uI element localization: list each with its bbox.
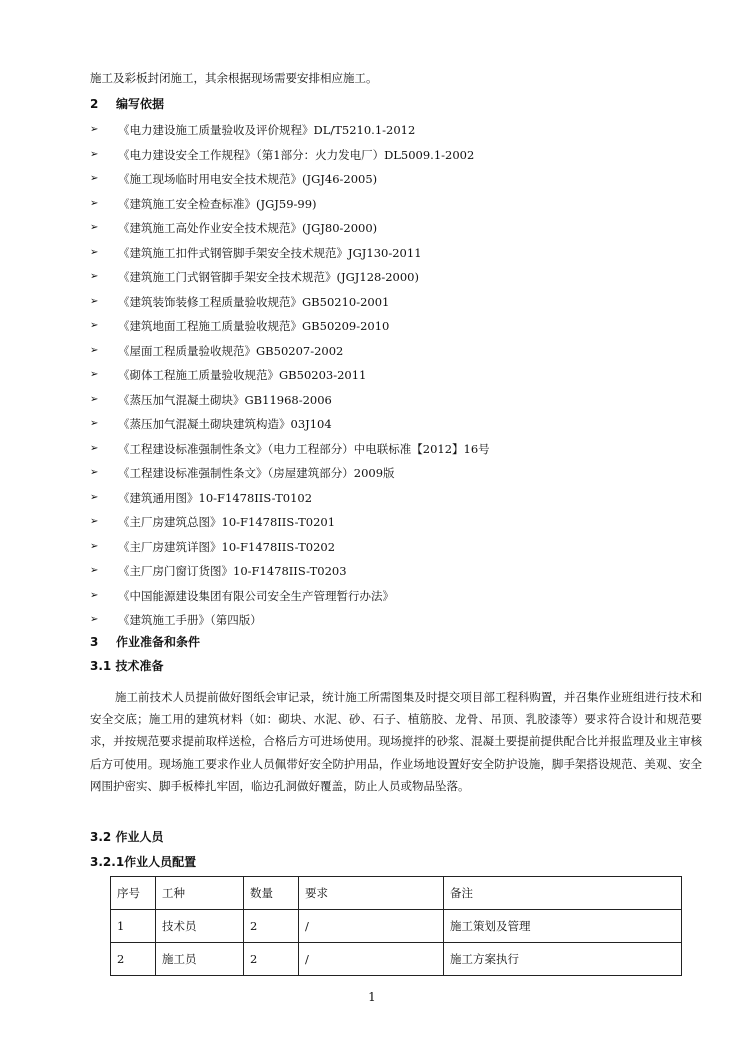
reference-text: 《建筑施工门式钢管脚手架安全技术规范》(JGJ128-2000) — [118, 270, 419, 284]
list-item — [90, 122, 490, 147]
section-number: 3 — [90, 635, 99, 649]
section-title: 作业人员 — [115, 830, 164, 844]
list-item — [90, 343, 490, 368]
table-cell: 技术员 — [156, 910, 244, 943]
technical-preparation-paragraph: 施工前技术人员提前做好图纸会审记录，统计施工所需图集及时提交项目部工程科购置，并召集作业班组进行技术和安全交底；施工用的建筑材料（如：砌块、水泥、砂、石子、植筋胶、龙骨、吊顶、乳胶漆等）要求符合设计和规范要求，并按规范要求提前取样送检，合格后方可进场使用。现场搅拌的砂浆、混凝土要提前提供配合比并报监理及业主审核后方可使用。现场施工要求作业人员佩带好安全防护用品，作业场地设置好安全防护设施，脚手架搭设规范、美观、安全网围护密实、脚手板棒扎牢固，临边孔洞做好覆盖，防止人员或物品坠落。 — [90, 690, 702, 793]
header-cell: 工种 — [156, 877, 244, 910]
reference-text: 《建筑施工手册》（第四版） — [118, 613, 262, 627]
list-item — [90, 171, 490, 196]
reference-text: 《建筑通用图》10-F1478IIS-T0102 — [118, 490, 313, 505]
table-cell: 施工策划及管理 — [444, 910, 682, 943]
list-item — [90, 465, 490, 490]
arrow-bullet-icon: ➢ — [90, 295, 99, 307]
reference-text: 《建筑地面工程施工质量验收规范》GB50209-2010 — [118, 319, 390, 333]
section-number: 2 — [90, 97, 99, 111]
table-cell: 2 — [244, 943, 299, 976]
reference-list — [90, 122, 490, 637]
reference-text: 《主厂房建筑详图》10-F1478IIS-T0202 — [118, 539, 336, 554]
arrow-bullet-icon: ➢ — [90, 271, 99, 282]
reference-text: 《建筑施工扣件式钢管脚手架安全技术规范》JGJ130-2011 — [118, 245, 422, 260]
arrow-bullet-icon: ➢ — [90, 565, 99, 576]
section-number: 3.2 — [90, 830, 112, 844]
section-3-heading — [90, 634, 200, 650]
list-item — [90, 367, 490, 392]
section-title: 作业准备和条件 — [116, 635, 201, 649]
reference-text: 《电力建设施工质量验收及评价规程》DL/T5210.1-2012 — [118, 123, 416, 137]
table-row — [111, 943, 682, 976]
header-cell: 序号 — [111, 877, 156, 910]
reference-text: 《主厂房建筑总图》10-F1478IIS-T0201 — [118, 515, 336, 529]
reference-text: 《中国能源建设集团有限公司安全生产管理暂行办法》 — [118, 588, 394, 603]
table-row — [111, 910, 682, 943]
reference-text: 《施工现场临时用电安全技术规范》(JGJ46-2005) — [118, 172, 378, 186]
reference-text: 《建筑装饰装修工程质量验收规范》GB50210-2001 — [118, 294, 390, 309]
list-item — [90, 441, 490, 466]
list-item — [90, 318, 490, 343]
list-item — [90, 514, 490, 539]
arrow-bullet-icon: ➢ — [90, 589, 99, 601]
arrow-bullet-icon: ➢ — [90, 148, 99, 160]
list-item — [90, 220, 490, 245]
arrow-bullet-icon: ➢ — [90, 369, 99, 380]
reference-text: 《建筑施工高处作业安全技术规范》(JGJ80-2000) — [118, 221, 378, 235]
arrow-bullet-icon: ➢ — [90, 393, 99, 405]
list-item — [90, 245, 490, 270]
personnel-table — [110, 876, 682, 976]
table-cell: 1 — [111, 910, 156, 943]
table-cell: 2 — [244, 910, 299, 943]
reference-text: 《建筑施工安全检查标准》(JGJ59-99) — [118, 196, 317, 211]
list-item — [90, 269, 490, 294]
reference-text: 《蒸压加气混凝土砌块》GB11968-2006 — [118, 392, 332, 407]
table-header-row — [111, 877, 682, 910]
list-item — [90, 490, 490, 515]
arrow-bullet-icon: ➢ — [90, 222, 99, 233]
list-item — [90, 147, 490, 172]
table-cell: 施工方案执行 — [444, 943, 682, 976]
reference-text: 《砌体工程施工质量验收规范》GB50203-2011 — [118, 368, 367, 382]
list-item — [90, 392, 490, 417]
reference-text: 《屋面工程质量验收规范》GB50207-2002 — [118, 343, 344, 358]
arrow-bullet-icon: ➢ — [90, 467, 99, 478]
reference-text: 《工程建设标准强制性条文》（电力工程部分）中电联标准【2012】16号 — [118, 441, 490, 456]
header-cell: 要求 — [299, 877, 444, 910]
section-title: 技术准备 — [115, 659, 164, 673]
arrow-bullet-icon: ➢ — [90, 344, 99, 356]
table-cell: / — [299, 943, 444, 976]
reference-text: 《工程建设标准强制性条文》（房屋建筑部分）2009版 — [118, 466, 395, 480]
arrow-bullet-icon: ➢ — [90, 124, 99, 135]
section-3-1-heading — [90, 658, 163, 674]
table-cell: 施工员 — [156, 943, 244, 976]
arrow-bullet-icon: ➢ — [90, 173, 99, 184]
section-title: 作业人员配置 — [124, 855, 197, 869]
header-cell: 备注 — [444, 877, 682, 910]
section-title: 编写依据 — [116, 97, 165, 111]
section-number: 3.2.1 — [90, 855, 125, 869]
list-item — [90, 563, 490, 588]
arrow-bullet-icon: ➢ — [90, 320, 99, 331]
list-item — [90, 294, 490, 319]
reference-text: 《蒸压加气混凝土砌块建筑构造》03J104 — [118, 417, 332, 431]
page-number: 1 — [368, 990, 376, 1004]
arrow-bullet-icon: ➢ — [90, 197, 99, 209]
section-2-heading — [90, 96, 164, 112]
arrow-bullet-icon: ➢ — [90, 442, 99, 454]
table-cell: / — [299, 910, 444, 943]
arrow-bullet-icon: ➢ — [90, 540, 99, 552]
reference-text: 《电力建设安全工作规程》（第1部分：火力发电厂）DL5009.1-2002 — [118, 147, 475, 162]
section-3-2-heading — [90, 829, 163, 845]
table-cell: 2 — [111, 943, 156, 976]
list-item — [90, 196, 490, 221]
arrow-bullet-icon: ➢ — [90, 491, 99, 503]
header-cell: 数量 — [244, 877, 299, 910]
reference-text: 《主厂房门窗订货图》10-F1478IIS-T0203 — [118, 564, 347, 578]
arrow-bullet-icon: ➢ — [90, 418, 99, 429]
arrow-bullet-icon: ➢ — [90, 246, 99, 258]
list-item — [90, 588, 490, 613]
list-item — [90, 539, 490, 564]
intro-line: 施工及彩板封闭施工，其余根据现场需要安排相应施工。 — [90, 71, 378, 85]
arrow-bullet-icon: ➢ — [90, 614, 99, 625]
section-number: 3.1 — [90, 659, 112, 673]
list-item — [90, 416, 490, 441]
arrow-bullet-icon: ➢ — [90, 516, 99, 527]
section-3-2-1-heading — [90, 854, 196, 870]
list-item — [90, 612, 490, 637]
